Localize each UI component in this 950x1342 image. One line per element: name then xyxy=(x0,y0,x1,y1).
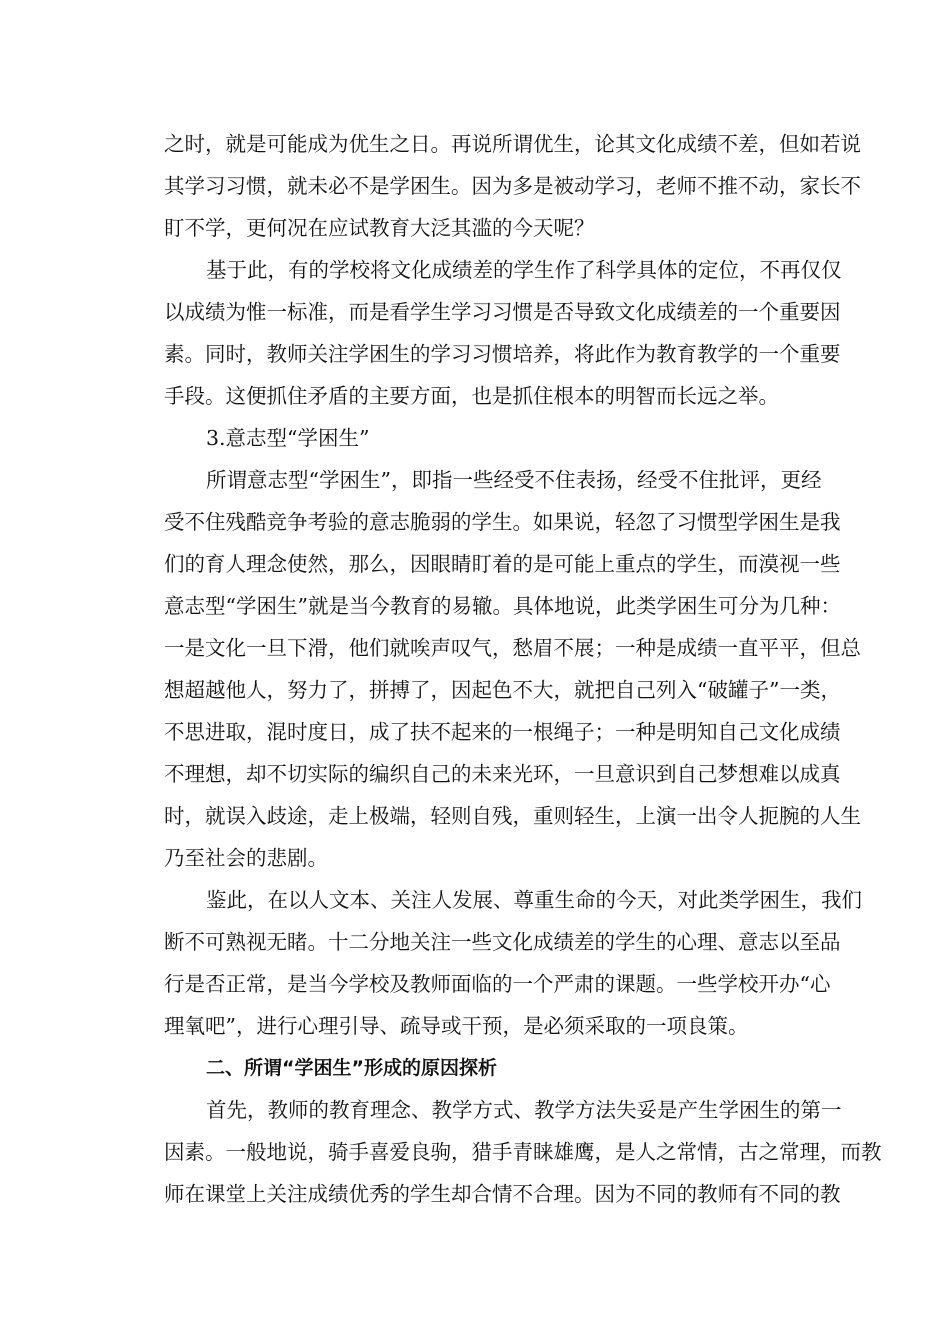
paragraph-first-line: 首先，教师的教育理念、教学方式、教学方法失妥是产生学困生的第一 xyxy=(206,1098,842,1122)
text-line: 因素。一般地说，骑手喜爱良驹，猎手青睐雄鹰，是人之常情，古之常理，而教 xyxy=(164,1140,882,1164)
text-line: 不思进取，混时度日，成了扶不起来的一根绳子；一种是明知自己文化成绩 xyxy=(164,720,841,744)
text-line: 时，就误入歧途，走上极端，轻则自残，重则轻生，上演一出令人扼腕的人生 xyxy=(164,804,861,828)
text-line: 们的育人理念使然，那么，因眼睛盯着的是可能上重点的学生，而漠视一些 xyxy=(164,552,841,576)
text-line: 师在课堂上关注成绩优秀的学生却合情不合理。因为不同的教师有不同的教 xyxy=(164,1182,841,1206)
text-line: 断不可熟视无睹。十二分地关注一些文化成绩差的学生的心理、意志以至品 xyxy=(164,930,841,954)
text-line: 想超越他人，努力了，拼搏了，因起色不大，就把自己列入“破罐子”一类， xyxy=(164,678,841,702)
text-line: 受不住残酷竞争考验的意志脆弱的学生。如果说，轻忽了习惯型学困生是我 xyxy=(164,510,841,534)
section-heading: 二、所谓“学困生”形成的原因探析 xyxy=(206,1057,497,1079)
paragraph-first-line: 鉴此，在以人文本、关注人发展、尊重生命的今天，对此类学困生，我们 xyxy=(206,888,862,912)
text-line: 一是文化一旦下滑，他们就唉声叹气，愁眉不展；一种是成绩一直平平，但总 xyxy=(164,636,861,660)
text-line: 手段。这便抓住矛盾的主要方面，也是抓住根本的明智而长远之举。 xyxy=(164,384,779,408)
section-subheading: 3.意志型“学困生” xyxy=(206,426,370,450)
text-line: 其学习习惯，就未必不是学困生。因为多是被动学习，老师不推不动，家长不 xyxy=(164,174,861,198)
text-line: 乃至社会的悲剧。 xyxy=(164,846,328,870)
text-line: 意志型“学困生”就是当今教育的易辙。具体地说，此类学困生可分为几种： xyxy=(164,594,841,618)
text-line: 盯不学，更何况在应试教育大泛其滥的今天呢？ xyxy=(164,216,595,240)
text-line: 行是否正常，是当今学校及教师面临的一个严肃的课题。一些学校开办“心 xyxy=(164,972,831,996)
text-line: 素。同时，教师关注学困生的学习习惯培养，将此作为教育教学的一个重要 xyxy=(164,342,841,366)
text-line: 以成绩为惟一标准，而是看学生学习习惯是否导致文化成绩差的一个重要因 xyxy=(164,300,841,324)
text-line: 理氧吧”，进行心理引导、疏导或干预，是必须采取的一项良策。 xyxy=(164,1014,749,1038)
text-line: 不理想，却不切实际的编织自己的未来光环，一旦意识到自己梦想难以成真 xyxy=(164,762,841,786)
text-line: 之时，就是可能成为优生之日。再说所谓优生，论其文化成绩不差，但如若说 xyxy=(164,132,861,156)
paragraph-first-line: 所谓意志型“学困生”，即指一些经受不住表扬，经受不住批评，更经 xyxy=(206,468,822,492)
paragraph-first-line: 基于此，有的学校将文化成绩差的学生作了科学具体的定位，不再仅仅 xyxy=(206,258,842,282)
